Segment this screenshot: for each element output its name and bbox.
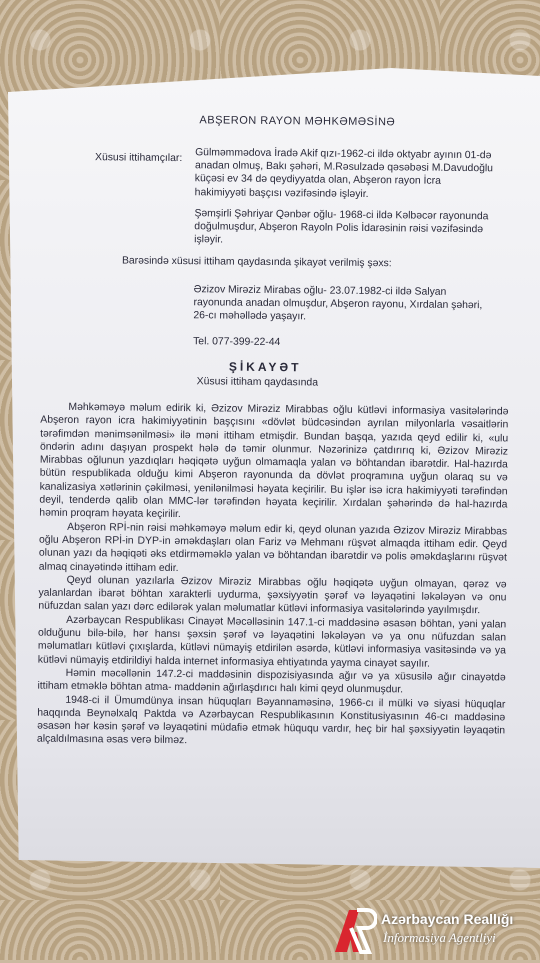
- body-paragraph: 1948-ci il Ümumdünya insan hüquqları Bəyannaməsinə, 1966-cı il mülki və siyasi hüquqlar haqqında Beynəlxalq Paktda və Azərbaycan Respublikasının Konstitusiyasının 46-cı maddəsinə əsasən hər kəsin şərəf və ləyaqətini müdafiə etmək hüququ vardır, heç bir hal şəxsiyyətin ləyaqətin alçaldılmasına əsas verə bilməz.: [36, 694, 506, 747]
- ar-logo-icon: [333, 906, 377, 954]
- body-paragraph: Qeyd olunan yazılarla Əzizov Mirəziz Mirabbas oğlu həqiqətə uyğun olmayan, qərəz və yalanlardan ibarət böhtan xarakterli uydurma, şəxsiyyətin şərəf və ləyaqətini ləkələyən və onu nüfuzdan salan yazı dərc edilərək yalan məlumatlar kütləvi informasiya vasitələrində yayılmışdır.: [38, 574, 507, 617]
- agency-subtitle: İnformasiya Agentliyi: [383, 930, 496, 945]
- defendant-phone: Tel. 077-399-22-44: [193, 336, 281, 349]
- accusers-block: [194, 146, 495, 258]
- body-paragraph: Abşeron RPİ-nin rəisi məhkəməyə məlum edir ki, qeyd olunan yazıda Əzizov Mirəziz Mirabbas oğlu Abşeron RPİ-in DYP-in əməkdaşları olan Fariz və Mehmanı rüşvət almaqda ittiham edir. Qeyd olunan yazı da həqiqəti əks etdirməməklə yalan və böhtandan ibarətdir və polis əməkdaşlarını rüşvət almaq cinayətində ittiham edir.: [38, 521, 508, 574]
- defendant-details: Əzizov Mirəziz Mirabas oğlu- 23.07.1982-ci ildə Salyan rayonunda anadan olmuşdur, Abşeron rayonu, Xırdalan şəhəri, 26-cı məhəllədə yaşayır.: [193, 284, 483, 323]
- body-paragraph: Həmin məcəllənin 147.2-ci maddəsinin dispozisiyasında ağır və ya xüsusilə ağır cinayətdə ittiham etməklə böhtan atma- maddənin ağırlaşdırıcı halı kimi qeyd olunmuşdur.: [37, 667, 506, 696]
- complaint-body: [37, 401, 509, 752]
- body-paragraph: Azərbaycan Respublikası Cinayət Məcəlləsinin 147.1-ci maddəsinə əsasən böhtan, yəni yalan olduğunu bilə-bilə, hər hansı şəxsin şərəf və ləyaqətini ləkələyən və ya onu nüfuzdan salan məlumatları kütləvi çıxışlarda, kütləvi nümayiş etdirilən əsərdə, kütləvi informasiya vasitəsində və ya kütləvi nümayiş etdirildiyi halda internet informasiya ehtiyatında yayma cinayət sayılır.: [37, 614, 507, 670]
- news-agency-watermark: [333, 906, 533, 954]
- document-title: ABŞERON RAYON MƏHKƏMƏSİNƏ: [199, 114, 396, 129]
- complaint-subheading: Xüsusi ittiham qaydasında: [196, 376, 319, 389]
- complaint-against-label: Barəsində xüsusi ittiham qaydasında şikayət verilmiş şəxs:: [121, 255, 392, 270]
- body-paragraph: Məhkəməyə məlum edirik ki, Əzizov Mirəziz Mirabbas oğlu kütləvi informasiya vasitələrində Abşeron rayon icra hakimiyyətinin başçısını «dövlət büdcəsindən ayrılan milyonlarla vəsaitlərin tərəfimdən mənimsənilməsi» ilə məni ittiham etmişdir. Bundan başqa, yazıda qeyd edilir ki, «ulu öndərin adını daşıyan prospekt hələ də təmir olunmur. Nəzərinizə çatdırırıq ki, Əzizov Mirəziz Mirabbas oğlunun yazdıqları həqiqətə uyğun olmamaqla yalan və böhtandan ibarətdir. Hal-hazırda bütün respublikada olduğu kimi Abşeron rayonunda da dövlət proqramına uyğun olaraq su və kanalizasiya xətlərinin çəkilməsi, yenilənilməsi həyata keçirilir. Bu işlər isə icra hakimiyyəti tərəfindən deyil, tenderdə qalib olan MMC-lər tərəfindən həyata keçirilir. Xırdalan şəhərində də hal-hazırda həmin proqram həyata keçirilir.: [39, 401, 509, 521]
- accuser-entry: Şəmşirli Şəhriyar Qənbər oğlu- 1968-ci ildə Kəlbəcər rayonunda doğulmuşdur, Abşeron Rayoln Polis İdarəsinin rəisi vəzifəsində işləyir.: [194, 208, 489, 246]
- complaint-heading: ŞİKAYƏT: [228, 359, 302, 375]
- agency-name: Azərbaycan Reallığı: [381, 911, 514, 927]
- accusers-label: Xüsusi ittihamçılar:: [94, 152, 183, 165]
- accuser-entry: Gülməmmədova İradə Akif qızı-1962-ci ildə oktyabr ayının 01-də anadan olmuş, Bakı şəhəri, M.Rəsulzadə qəsəbəsi M.Davudoğlu küçəsi ev 34 də qeydiyyatda olan, Abşeron rayon İcra hakimiyyəti başçısı vəzifəsində işləyir.: [194, 147, 494, 200]
